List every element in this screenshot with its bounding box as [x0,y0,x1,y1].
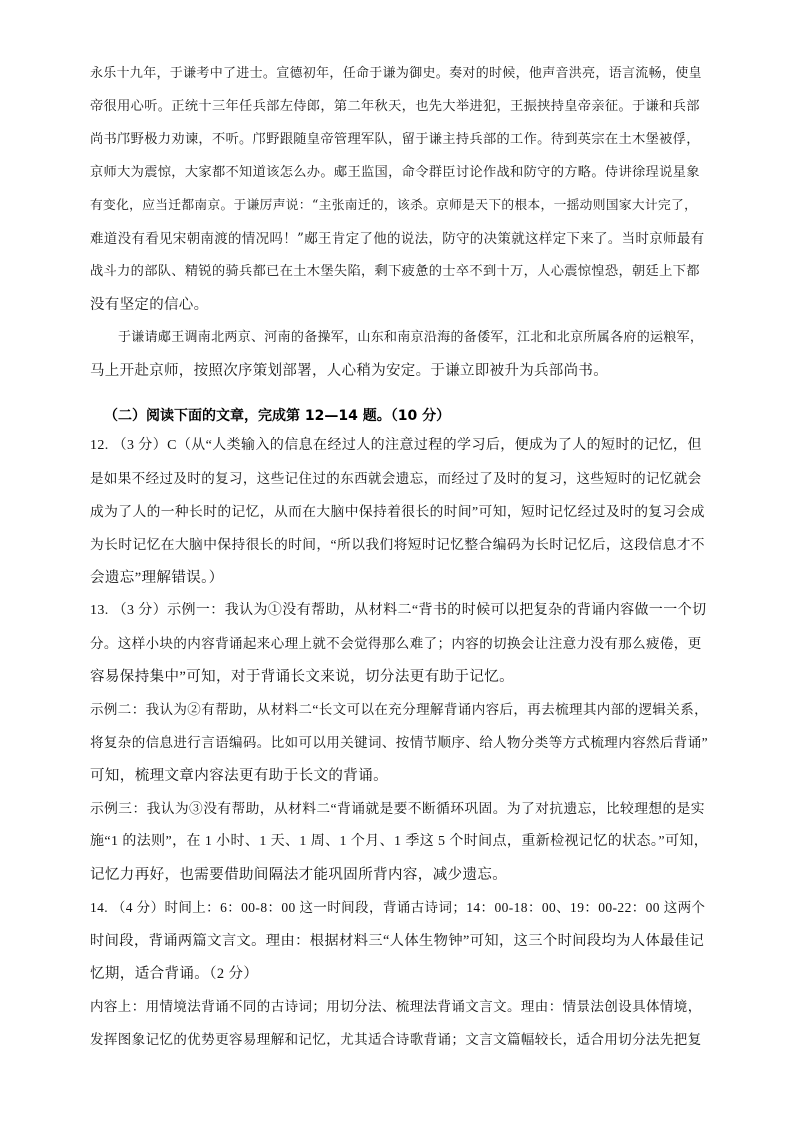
answer-line: 示例三：我认为③没有帮助，从材料二“背诵就是要不断循环巩固。为了对抗遗忘，比较理想的是实 [90,801,705,816]
answer-line: 可知，梳理文章内容法更有助于长文的背诵。 [90,768,388,784]
answer-line: 成为了人的一种长时的记忆，从而在大脑中保持着很长的时间”可知，短时记忆经过及时的复习会成 [90,504,705,519]
answer-line: 13. （3 分）示例一：我认为①没有帮助，从材料二“背书的时候可以把复杂的背诵内容做一一个切 [90,603,707,618]
passage-line: 永乐十九年，于谦考中了进士。宣德初年，任命于谦为御史。奏对的时候，他声音洪亮，语言流畅，使皇 [90,66,702,81]
passage-line: 于谦请郕王调南北两京、河南的备操军，山东和南京沿海的备倭军，江北和北京所属各府的运粮军， [118,330,704,345]
passage-line: 难道没有看见宋朝南渡的情况吗！”郕王肯定了他的说法，防守的决策就这样定下来了。当时京师最有 [90,231,705,247]
answer-line: 将复杂的信息进行言语编码。比如可以用关键词、按情节顺序、给人物分类等方式梳理内容然后背诵” [90,735,708,750]
answer-line: 容易保持集中”可知，对于背诵长文来说，切分法更有助于记忆。 [90,669,515,685]
answer-line: 12. （3 分）C（从“人类输入的信息在经过人的注意过程的学习后，便成为了人的短时的记忆，但 [90,438,702,453]
answer-line: 时间段，背诵两篇文言文。理由：根据材料三“人体生物钟”可知，这三个时间段均为人体最佳记 [90,933,705,949]
answer-line: 忆期，适合背诵。（2 分） [90,966,259,982]
answer-line: 内容上：用情境法背诵不同的古诗词；用切分法、梳理法背诵文言文。理由：情景法创设具体情境， [90,999,702,1014]
passage-line: 有变化，应当迁都南京。于谦厉声说：“主张南迁的，该杀。京师是天下的根本，一摇动则国家大计完了， [90,198,698,213]
answer-line: 发挥图象记忆的优势更容易理解和记忆，尤其适合诗歌背诵；文言文篇幅较长，适合用切分法先把复 [90,1032,702,1047]
passage-line: 战斗力的部队、精锐的骑兵都已在土木堡失陷，剩下疲惫的士卒不到十万，人心震惊惶恐，朝廷上下都 [90,264,700,279]
answer-line: 会遗忘”理解错误。） [90,570,224,586]
passage-line: 没有坚定的信心。 [90,297,209,313]
answer-line: 记忆力再好，也需要借助间隔法才能巩固所背内容，减少遗忘。 [90,867,508,883]
answer-line: 分。这样小块的内容背诵起来心理上就不会觉得那么难了；内容的切换会让注意力没有那么疲倦，更 [90,636,702,651]
passage-line: 帝很用心听。正统十三年任兵部左侍郎，第二年秋天，也先大举进犯，王振挟持皇帝亲征。于谦和兵部 [90,99,700,114]
answer-line: 示例二：我认为②有帮助，从材料二“长文可以在充分理解背诵内容后，再去梳理其内部的逻辑关系， [90,702,708,717]
section-heading: （二）阅读下面的文章，完成第 12—14 题。（10 分） [104,408,451,424]
answer-line: 是如果不经过及时的复习，这些记住过的东西就会遗忘，而经过了及时的复习，这些短时的记忆就会 [90,471,702,486]
answer-line: 14. （4 分）时间上：6：00-8：00 这一时间段，背诵古诗词；14：00-18：00、19：00-22：00 这两个 [90,900,706,915]
answer-line: 为长时记忆在大脑中保持很长的时间，“所以我们将短时记忆整合编码为长时记忆后，这段信息才不 [90,537,705,552]
passage-line: 马上开赴京师，按照次序策划部署，人心稍为安定。于谦立即被升为兵部尚书。 [90,363,608,379]
passage-line: 尚书邝野极力劝谏，不听。邝野跟随皇帝管理军队，留于谦主持兵部的工作。待到英宗在土木堡被俘， [90,132,700,147]
answer-line: 施“1 的法则”，在 1 小时、1 天、1 周、1 个月、1 季这 5 个时间点，重新检视记忆的状态。”可知， [90,834,709,849]
passage-line: 京师大为震惊，大家都不知道该怎么办。郕王监国，命令群臣讨论作战和防守的方略。侍讲徐珵说星象 [90,165,700,180]
